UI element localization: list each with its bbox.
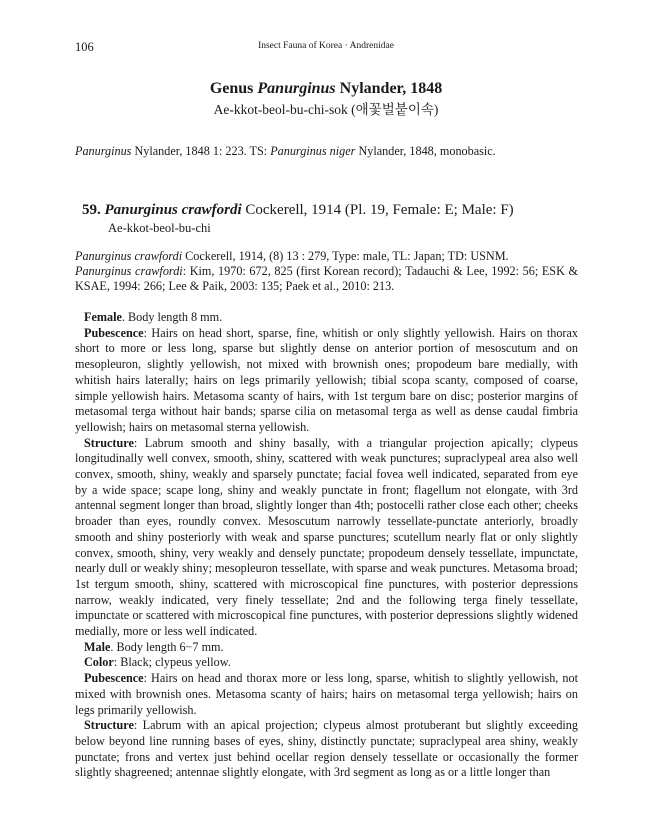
synonymy-entry: [75, 264, 578, 294]
male-structure-text: : Labrum with an apical projection; clypeus almost protuberant but slightly exceeding below beyond line running bases of eyes, shiny, distinctly punctate; supraclypeal area shiny, weakly punctate; frons and vertex just behind ocellar region densely tessellate or occasionally the former slightly shagreened; antennae slightly elongate, with 3rd segment as long as or a little longer than: [75, 718, 578, 780]
genus-title-prefix: Genus: [209, 80, 258, 97]
species-author: Cockerell, 1914 (Pl. 19, Female: E; Male: F): [241, 202, 514, 218]
color-label: Color: [84, 655, 114, 670]
citation-mid: Nylander, 1848 1: 223. TS:: [131, 144, 271, 158]
male-color-paragraph: [75, 655, 578, 671]
structure-label: Structure: [84, 435, 134, 450]
male-label: Male: [84, 639, 111, 654]
female-structure-paragraph: [75, 436, 578, 640]
genus-title-author: Nylander, 1848: [335, 80, 443, 97]
species-vernacular: Ae-kkot-beol-bu-chi: [108, 221, 211, 235]
description-body: [75, 310, 578, 781]
species-heading: [82, 202, 514, 219]
male-structure-paragraph: [75, 718, 578, 781]
female-structure-text: : Labrum smooth and shiny basally, with a triangular projection apically; clypeus longitudinally well convex, smooth, shiny, scattered with weak punctures; supraclypeal area also well convex, smooth, shiny, weakly and sparsely punctate; facial fovea well indicated, separated from eye by a wide space; scape long, shiny and weakly punctate in front; flagellum not elongate, with 3rd antennal segment longer than broad, slightly longer than 4th; postocelli rather close each other; cheeks broader than eyes, roundly convex. Mesoscutum narrowly tessellate-punctate anteriorly, broadly smooth and shiny posteriorly with weak and sparse punctures; scutellum nearly flat or only slightly convex, smooth, shiny, very weakly and densely punctate; propodeum densely tessellate, impunctate, nearly dull or weakly shiny; mesopleuron tessellate, with sparse and weak punctures. Metasoma broad; 1st tergum smooth, shiny, scattered with microscopical fine punctures, with posterior depressions narrow, weakly indicated, very finely tessellate; 2nd and the following terga finely tessellate, impunctate or scattered with microscopical fine punctures, with posterior depressions slightly widened medially, more or less well indicated.: [75, 435, 578, 639]
synonymy-name: Panurginus crawfordi: [75, 249, 183, 263]
female-text: . Body length 8 mm.: [121, 310, 223, 324]
citation-type-species: Panurginus niger: [270, 144, 356, 158]
species-number: 59.: [82, 202, 101, 218]
genus-title: [0, 80, 652, 98]
female-pubescence-text: : Hairs on head short, sparse, fine, whitish or only slightly yellowish. Hairs on thorax short to more or less long, sparse but slightly dense on anterior portion of mesoscutum and on mesopleuron, slightly yellowish, not mixed with brownish ones; propodeum bare medially, with whitish hairs laterally; hairs on legs primarily yellowish; tibial scopa scanty, composed of coarse, simple yellowish hairs. Metasoma scanty of hairs, with 1st tergum bare on disc; posterior margins of metasomal terga without hair bands; sparse cilia on metasomal terga as well as dense caudal fimbria yellowish; hairs on metasomal sterna yellowish.: [75, 325, 578, 434]
species-name: Panurginus crawfordi: [104, 202, 242, 218]
genus-citation: [75, 144, 496, 159]
running-header: Insect Fauna of Korea · Andrenidae: [258, 41, 394, 51]
male-pubescence-text: : Hairs on head and thorax more or less long, sparse, whitish to slightly yellowish, not mixed with brownish ones. Metasoma scanty of hairs; hairs on metasomal terga yellowish; hairs on legs primarily yellowish.: [75, 671, 578, 717]
female-label: Female: [84, 310, 122, 324]
male-pubescence-paragraph: [75, 671, 578, 718]
pubescence-label: Pubescence: [84, 325, 144, 340]
synonymy-text: Cockerell, 1914, (8) 13 : 279, Type: male, TL: Japan; TD: USNM.: [182, 249, 509, 263]
citation-genus: Panurginus: [75, 144, 132, 158]
synonymy-entry: [75, 249, 578, 264]
male-color-text: : Black; clypeus yellow.: [113, 655, 231, 670]
structure-label: Structure: [84, 718, 134, 733]
synonymy-text: : Kim, 1970: 672, 825 (first Korean record); Tadauchi & Lee, 1992: 56; ESK & KSAE, 1994: 266; Lee & Paik, 2003: 135; Paek et al., 2010: 213.: [75, 264, 578, 293]
genus-subtitle: Ae-kkot-beol-bu-chi-sok (애꽃벌붙이속): [213, 102, 439, 117]
page-number: 106: [75, 40, 94, 54]
male-paragraph: [75, 640, 578, 656]
citation-end: Nylander, 1848, monobasic.: [355, 144, 496, 158]
synonymy-name: Panurginus crawfordi: [75, 264, 183, 278]
synonymy-list: [75, 249, 578, 294]
pubescence-label: Pubescence: [84, 671, 144, 686]
genus-title-name: Panurginus: [257, 80, 336, 97]
female-paragraph: [75, 310, 578, 326]
male-text: . Body length 6−7 mm.: [110, 639, 224, 654]
female-pubescence-paragraph: [75, 326, 578, 436]
